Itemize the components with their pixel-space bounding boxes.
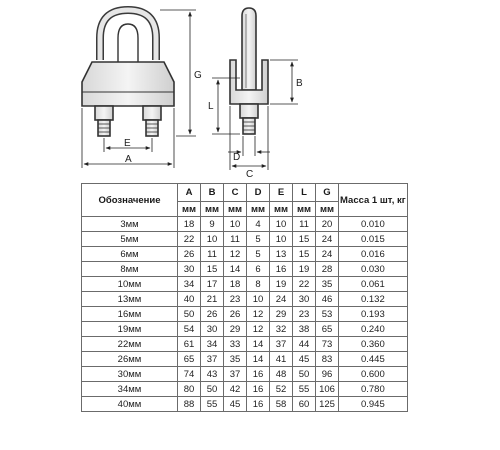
cell-mass: 0.061 — [339, 277, 408, 292]
cell-E: 37 — [270, 337, 293, 352]
cell-designation: 34мм — [82, 382, 178, 397]
cell-L: 38 — [293, 322, 316, 337]
cell-C: 33 — [224, 337, 247, 352]
cell-mass: 0.600 — [339, 367, 408, 382]
cell-E: 52 — [270, 382, 293, 397]
header-A: A — [178, 184, 201, 202]
cell-L: 19 — [293, 262, 316, 277]
cell-G: 73 — [316, 337, 339, 352]
cell-E: 58 — [270, 397, 293, 412]
header-row — [82, 184, 408, 202]
cell-designation: 22мм — [82, 337, 178, 352]
cell-B: 9 — [201, 217, 224, 232]
cell-D: 14 — [247, 337, 270, 352]
cell-L: 44 — [293, 337, 316, 352]
cell-C: 23 — [224, 292, 247, 307]
cell-A: 18 — [178, 217, 201, 232]
cell-A: 88 — [178, 397, 201, 412]
table-row — [82, 232, 408, 247]
cell-A: 65 — [178, 352, 201, 367]
front-view — [82, 10, 174, 136]
cell-mass: 0.240 — [339, 322, 408, 337]
cell-D: 12 — [247, 307, 270, 322]
label-C: C — [246, 169, 254, 178]
cell-L: 30 — [293, 292, 316, 307]
cell-D: 5 — [247, 247, 270, 262]
cell-D: 12 — [247, 322, 270, 337]
cell-C: 14 — [224, 262, 247, 277]
table-row — [82, 292, 408, 307]
cell-G: 28 — [316, 262, 339, 277]
cell-mass: 0.360 — [339, 337, 408, 352]
cell-B: 43 — [201, 367, 224, 382]
cell-mass: 0.780 — [339, 382, 408, 397]
header-G: G — [316, 184, 339, 202]
cell-E: 29 — [270, 307, 293, 322]
cell-A: 54 — [178, 322, 201, 337]
cell-designation: 8мм — [82, 262, 178, 277]
table-row — [82, 247, 408, 262]
table-row — [82, 262, 408, 277]
cell-L: 15 — [293, 232, 316, 247]
cell-B: 50 — [201, 382, 224, 397]
table-row — [82, 277, 408, 292]
cell-B: 17 — [201, 277, 224, 292]
cell-designation: 10мм — [82, 277, 178, 292]
cell-E: 13 — [270, 247, 293, 262]
cell-B: 30 — [201, 322, 224, 337]
label-A: A — [125, 154, 132, 165]
cell-G: 35 — [316, 277, 339, 292]
cell-C: 35 — [224, 352, 247, 367]
header-C: C — [224, 184, 247, 202]
side-view — [230, 8, 268, 134]
cell-designation: 13мм — [82, 292, 178, 307]
header-D: D — [247, 184, 270, 202]
unit-D: мм — [247, 202, 270, 217]
cell-mass: 0.445 — [339, 352, 408, 367]
cell-A: 34 — [178, 277, 201, 292]
wire-rope-clip-drawing — [0, 0, 500, 178]
cell-D: 10 — [247, 292, 270, 307]
cell-C: 26 — [224, 307, 247, 322]
label-B: B — [296, 78, 303, 89]
cell-E: 48 — [270, 367, 293, 382]
cell-L: 45 — [293, 352, 316, 367]
cell-C: 42 — [224, 382, 247, 397]
cell-mass: 0.016 — [339, 247, 408, 262]
cell-designation: 30мм — [82, 367, 178, 382]
cell-mass: 0.030 — [339, 262, 408, 277]
cell-C: 10 — [224, 217, 247, 232]
cell-D: 16 — [247, 367, 270, 382]
cell-D: 5 — [247, 232, 270, 247]
cell-A: 22 — [178, 232, 201, 247]
cell-L: 60 — [293, 397, 316, 412]
cell-E: 10 — [270, 217, 293, 232]
unit-B: мм — [201, 202, 224, 217]
cell-E: 41 — [270, 352, 293, 367]
technical-drawing — [0, 0, 500, 178]
header-designation: Обозначение — [82, 184, 178, 217]
cell-A: 50 — [178, 307, 201, 322]
cell-designation: 3мм — [82, 217, 178, 232]
header-mass: Масса 1 шт, кг — [339, 184, 408, 217]
cell-B: 26 — [201, 307, 224, 322]
cell-D: 4 — [247, 217, 270, 232]
table-row — [82, 397, 408, 412]
cell-L: 55 — [293, 382, 316, 397]
unit-L: мм — [293, 202, 316, 217]
cell-G: 83 — [316, 352, 339, 367]
cell-C: 37 — [224, 367, 247, 382]
cell-E: 32 — [270, 322, 293, 337]
table-row — [82, 322, 408, 337]
cell-G: 46 — [316, 292, 339, 307]
header-E: E — [270, 184, 293, 202]
cell-A: 30 — [178, 262, 201, 277]
cell-G: 20 — [316, 217, 339, 232]
cell-designation: 40мм — [82, 397, 178, 412]
cell-C: 12 — [224, 247, 247, 262]
cell-B: 37 — [201, 352, 224, 367]
table-row — [82, 382, 408, 397]
unit-A: мм — [178, 202, 201, 217]
cell-C: 29 — [224, 322, 247, 337]
cell-E: 24 — [270, 292, 293, 307]
cell-D: 14 — [247, 352, 270, 367]
cell-L: 50 — [293, 367, 316, 382]
cell-G: 96 — [316, 367, 339, 382]
cell-A: 40 — [178, 292, 201, 307]
table-row — [82, 217, 408, 232]
cell-L: 15 — [293, 247, 316, 262]
cell-D: 6 — [247, 262, 270, 277]
cell-designation: 5мм — [82, 232, 178, 247]
label-G: G — [194, 70, 202, 81]
table-row — [82, 367, 408, 382]
cell-designation: 16мм — [82, 307, 178, 322]
cell-E: 19 — [270, 277, 293, 292]
cell-mass: 0.010 — [339, 217, 408, 232]
table-row — [82, 352, 408, 367]
table-row — [82, 307, 408, 322]
cell-G: 53 — [316, 307, 339, 322]
cell-designation: 6мм — [82, 247, 178, 262]
header-L: L — [293, 184, 316, 202]
cell-G: 24 — [316, 247, 339, 262]
cell-mass: 0.193 — [339, 307, 408, 322]
cell-E: 16 — [270, 262, 293, 277]
cell-E: 10 — [270, 232, 293, 247]
cell-L: 22 — [293, 277, 316, 292]
cell-G: 24 — [316, 232, 339, 247]
label-E: E — [124, 138, 131, 149]
spec-table-body — [82, 217, 408, 412]
table-row — [82, 337, 408, 352]
cell-G: 65 — [316, 322, 339, 337]
cell-G: 106 — [316, 382, 339, 397]
cell-A: 80 — [178, 382, 201, 397]
cell-D: 16 — [247, 382, 270, 397]
cell-B: 10 — [201, 232, 224, 247]
cell-mass: 0.015 — [339, 232, 408, 247]
cell-B: 21 — [201, 292, 224, 307]
unit-C: мм — [224, 202, 247, 217]
cell-B: 34 — [201, 337, 224, 352]
cell-C: 18 — [224, 277, 247, 292]
unit-G: мм — [316, 202, 339, 217]
cell-C: 11 — [224, 232, 247, 247]
cell-L: 23 — [293, 307, 316, 322]
cell-A: 61 — [178, 337, 201, 352]
cell-mass: 0.945 — [339, 397, 408, 412]
label-L: L — [208, 101, 214, 112]
cell-C: 45 — [224, 397, 247, 412]
label-D: D — [233, 152, 241, 163]
cell-D: 16 — [247, 397, 270, 412]
cell-L: 11 — [293, 217, 316, 232]
cell-A: 74 — [178, 367, 201, 382]
cell-mass: 0.132 — [339, 292, 408, 307]
cell-B: 11 — [201, 247, 224, 262]
cell-G: 125 — [316, 397, 339, 412]
cell-designation: 19мм — [82, 322, 178, 337]
unit-E: мм — [270, 202, 293, 217]
cell-B: 55 — [201, 397, 224, 412]
cell-D: 8 — [247, 277, 270, 292]
header-B: B — [201, 184, 224, 202]
cell-designation: 26мм — [82, 352, 178, 367]
cell-A: 26 — [178, 247, 201, 262]
cell-B: 15 — [201, 262, 224, 277]
spec-table — [81, 183, 408, 412]
